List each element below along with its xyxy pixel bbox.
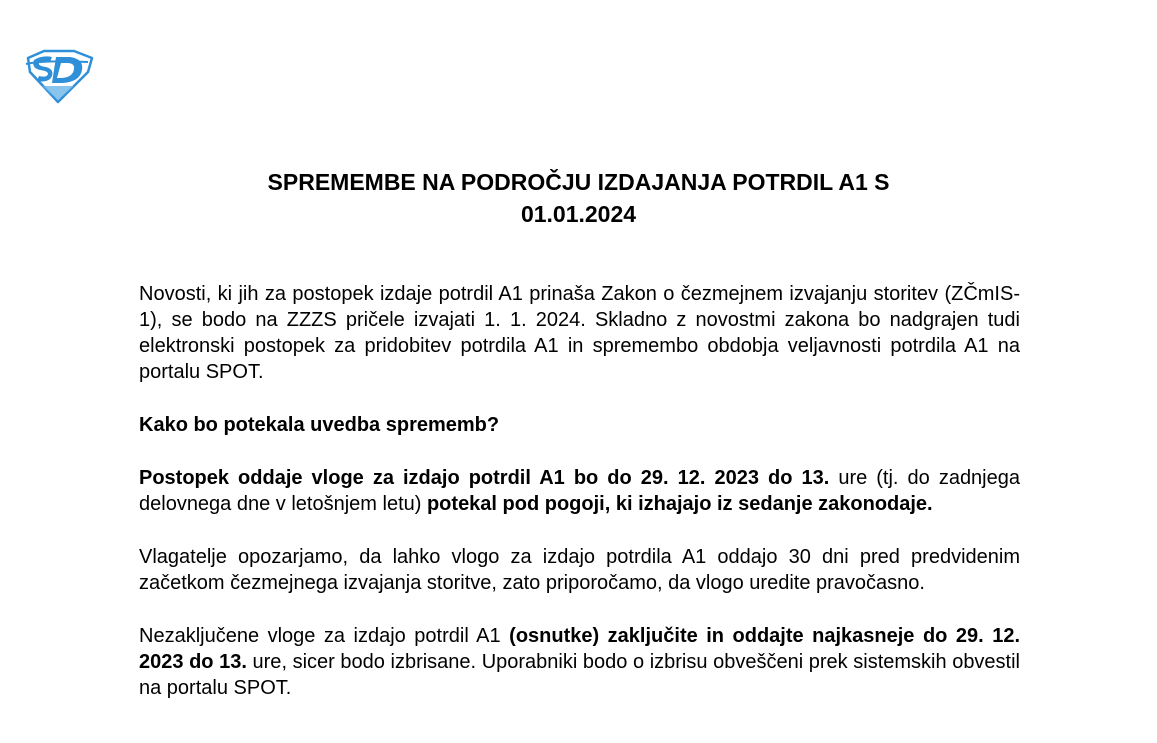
paragraph-intro <box>139 281 1020 385</box>
drafts-ure-text: ure <box>246 651 282 673</box>
title-line-2: 01.01.2024 <box>520 201 637 227</box>
paragraph-deadline <box>139 465 1020 517</box>
paragraph-drafts <box>139 623 1020 701</box>
drafts-normal-text: Nezaključene vloge za izdajo potrdil A1 <box>139 625 510 647</box>
zzzs-logo-icon <box>22 48 96 104</box>
drafts-rest-text: , sicer bodo izbrisane. Uporabniki bodo o izbrisu obveščeni prek sistemskih obvestil na portalu SPOT. <box>139 651 1021 699</box>
page-title <box>0 166 1157 230</box>
drafts-bold-text: (osnutke) zaključite in oddajte najkasneje do 29. 12. 2023 do 13. <box>139 625 1020 673</box>
section-heading <box>139 412 1020 438</box>
title-line-1: SPREMEMBE NA PODROČJU IZDAJANJA POTRDIL A1 S <box>267 169 890 195</box>
deadline-conditions-text: potekal pod pogoji, ki izhajajo iz sedanje zakonodaje. <box>426 493 933 515</box>
deadline-bold-text: Postopek oddaje vloge za izdajo potrdil A1 bo do 29. 12. 2023 do 13. <box>139 467 830 489</box>
paragraph-intro-text: Novosti, ki jih za postopek izdaje potrdil A1 prinaša Zakon o čezmejnem izvajanju storitev (ZČmIS-1), se bodo na ZZZS pričele izvajati 1. 1. 2024. Skladno z novostmi zakona bo nadgrajen tudi elektronski postopek za pridobitev potrdila A1 in spremembo obdobja veljavnosti potrdila A1 na portalu SPOT. <box>139 283 1020 383</box>
deadline-normal-text: ure (tj. do zadnjega delovnega dne v letošnjem letu) <box>139 467 1020 515</box>
paragraph-warning <box>139 544 1020 596</box>
section-heading-text: Kako bo potekala uvedba sprememb? <box>139 414 500 436</box>
paragraph-warning-text: Vlagatelje opozarjamo, da lahko vlogo za izdajo potrdila A1 oddajo 30 dni pred predvidenim začetkom čezmejnega izvajanja storitve, zato priporočamo, da vlogo uredite pravočasno. <box>139 546 1020 594</box>
document-body <box>139 281 1020 728</box>
